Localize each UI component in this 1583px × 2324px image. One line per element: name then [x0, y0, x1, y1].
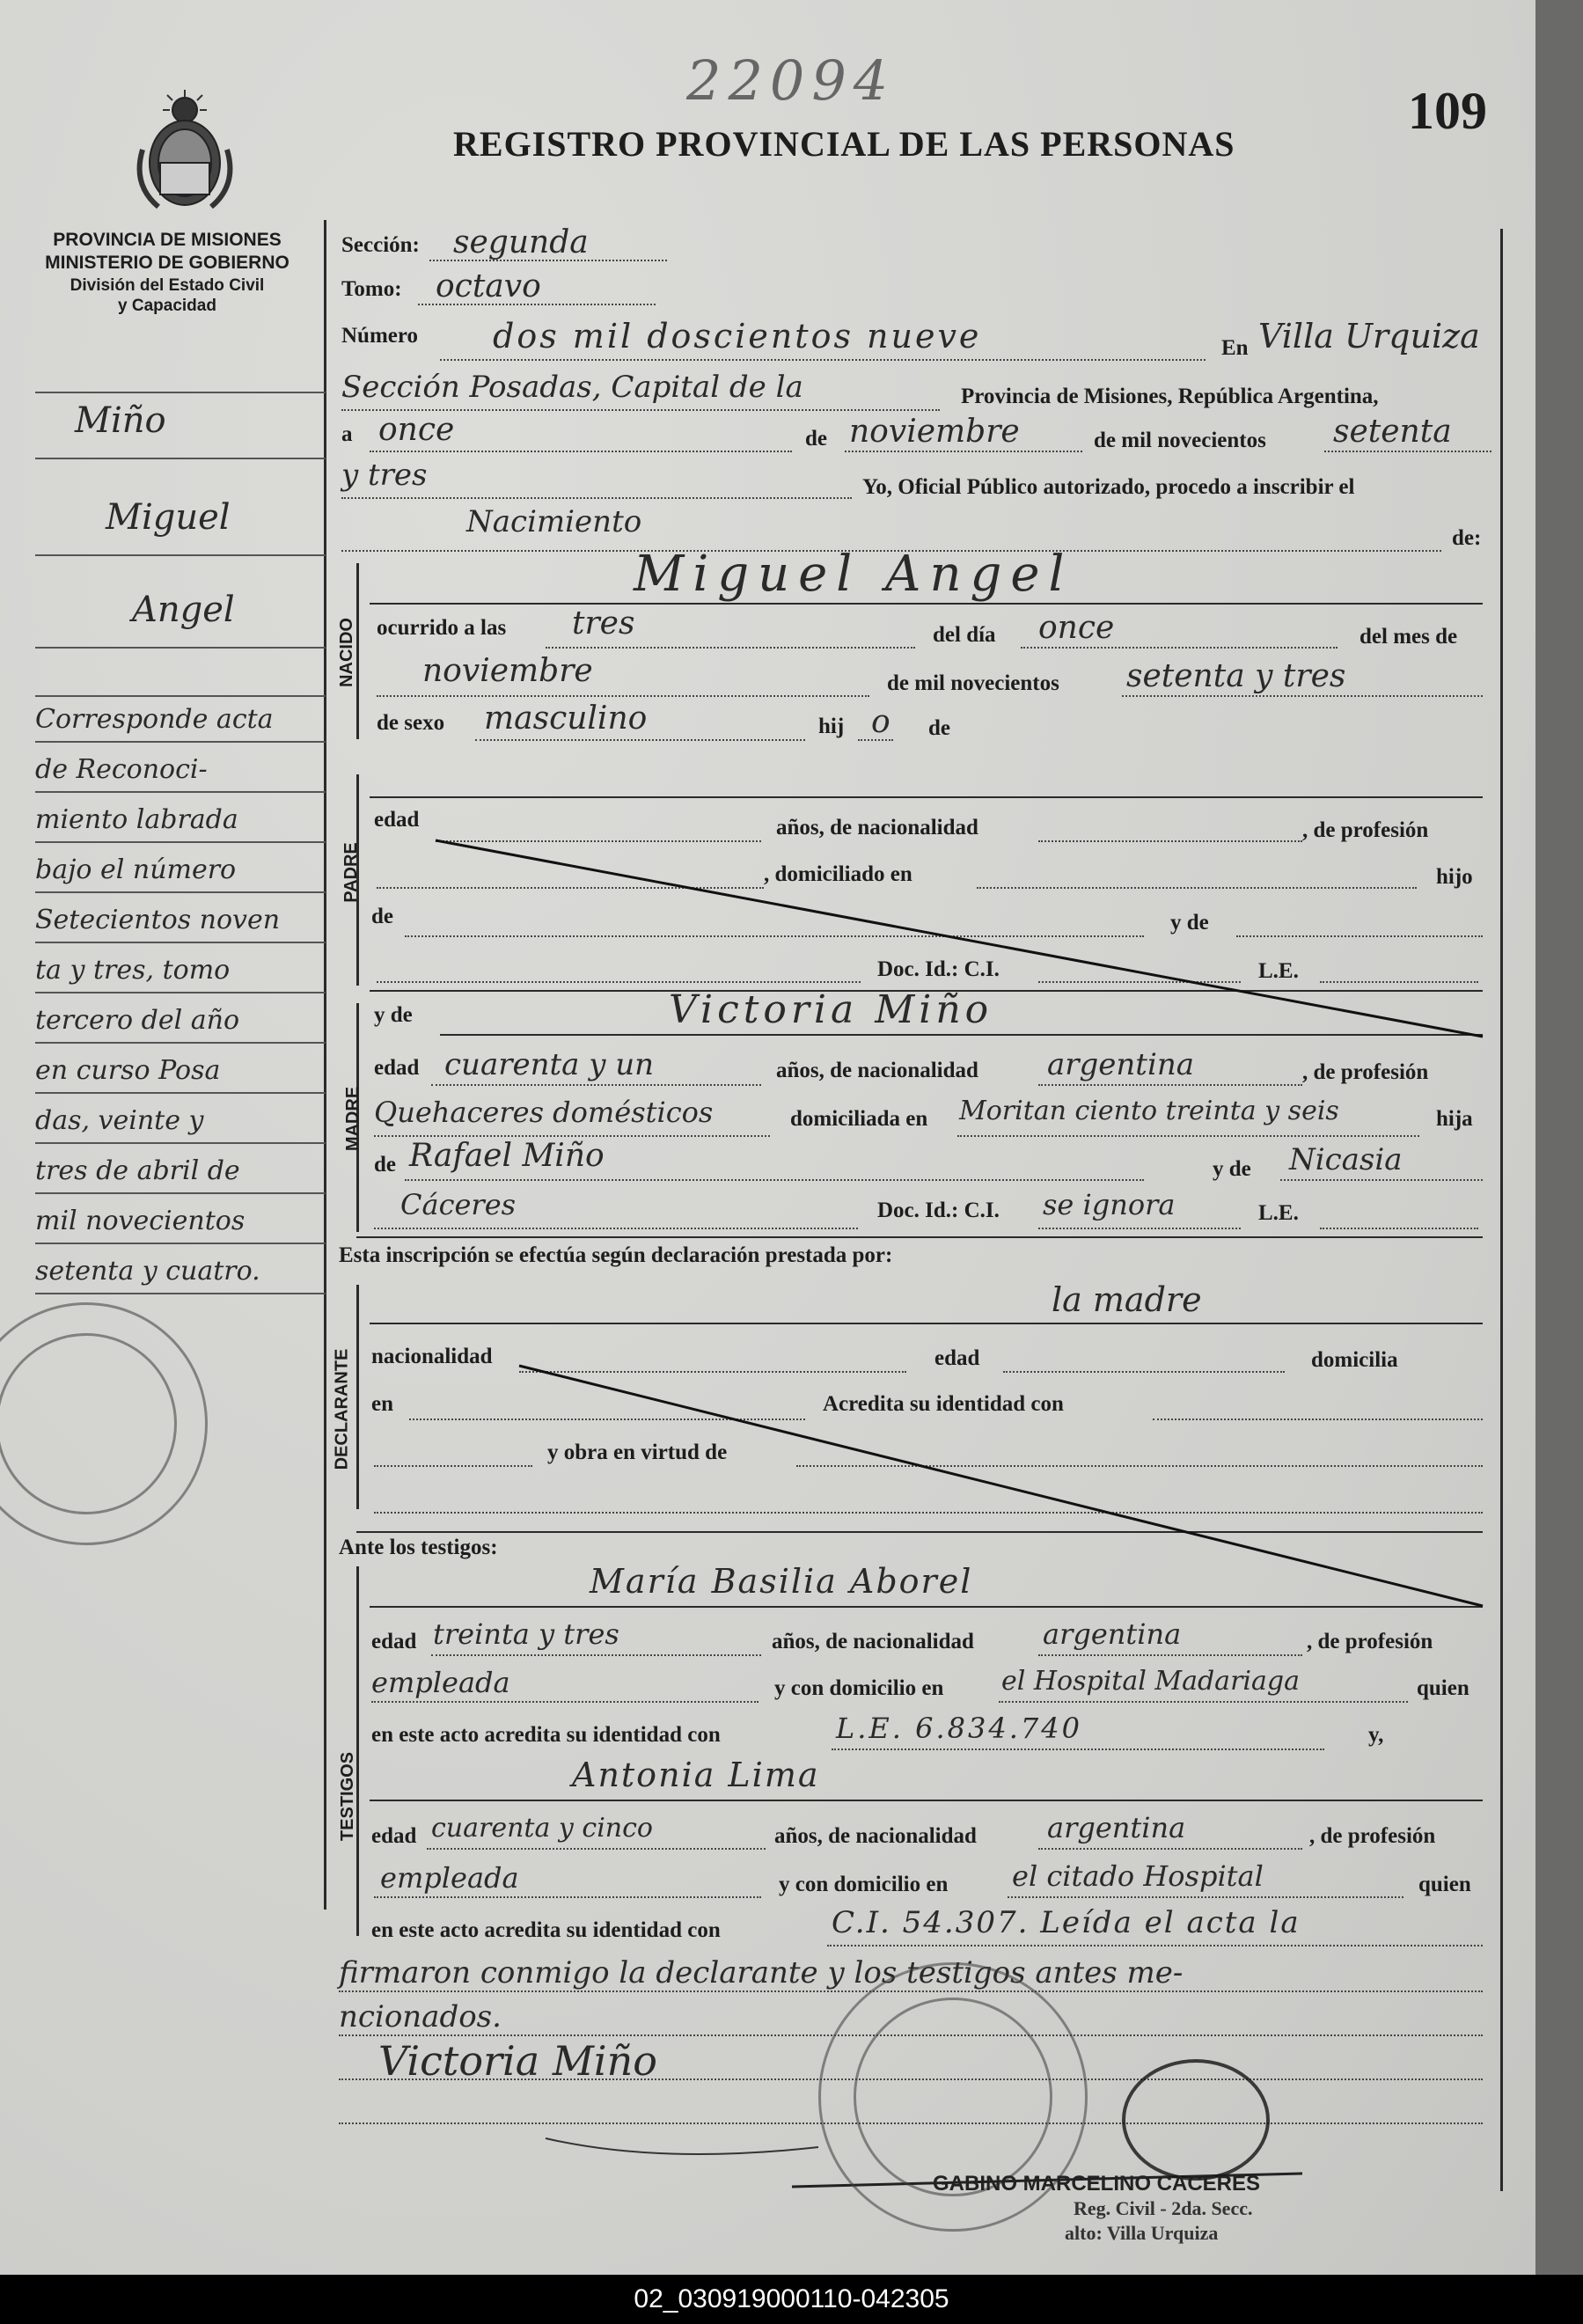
oficial-text: Yo, Oficial Público autorizado, procedo a inscribir el: [862, 475, 1355, 499]
signature-madre: Victoria Miño: [378, 2037, 657, 2085]
margin-note-rule: [35, 1042, 326, 1044]
madre-profesion-value: Quehaceres domésticos: [374, 1096, 714, 1129]
declarante-nacionalidad-label: nacionalidad: [371, 1345, 493, 1368]
testigo1-acredita-label: en este acto acredita su identidad con: [371, 1723, 721, 1747]
padre-anios-label: años, de nacionalidad: [776, 816, 978, 839]
declarante-label: DECLARANTE: [332, 1348, 352, 1470]
page-number: 109: [1408, 82, 1487, 140]
sexo-label: de sexo: [377, 711, 445, 735]
testigo1-name: María Basilia Aborel: [590, 1562, 973, 1601]
testigo1-doc: L.E. 6.834.740: [836, 1712, 1082, 1745]
division-name-2: y Capacidad: [118, 297, 216, 316]
anio-label: de mil novecientos: [887, 671, 1059, 695]
closing-line-2: ncionados.: [339, 1999, 502, 2034]
numero-label: Número: [341, 324, 419, 348]
testigo1-y: y,: [1368, 1723, 1384, 1747]
madre-de-label: de: [374, 1153, 396, 1177]
margin-note-line: de Reconoci-: [35, 754, 208, 785]
madre-padre-value: Rafael Miño: [409, 1138, 605, 1174]
declarante-obra-label: y obra en virtud de: [547, 1441, 728, 1464]
a-value: once: [378, 412, 455, 448]
margin-note-rule: [35, 992, 326, 993]
official-signature-loop: [1122, 2059, 1270, 2181]
mes-label: del mes de: [1359, 625, 1458, 649]
margin-note-line: mil novecientos: [35, 1206, 246, 1236]
padre-y-de-label: y de: [1170, 911, 1209, 935]
tomo-label: Tomo:: [341, 277, 402, 301]
padre-hijo-label: hijo: [1436, 865, 1473, 889]
madre-edad-label: edad: [374, 1056, 420, 1080]
madre-madre-value: Nicasia: [1289, 1142, 1403, 1177]
madre-label: MADRE: [343, 1086, 363, 1152]
madre-name: Victoria Miño: [669, 987, 993, 1032]
padre-doc-label: Doc. Id.: C.I.: [877, 957, 1000, 981]
margin-note-line: tercero del año: [35, 1005, 240, 1036]
testigo1-nac: argentina: [1043, 1617, 1182, 1651]
de-colon-label: de:: [1452, 526, 1482, 550]
provincia-text: Provincia de Misiones, República Argentina,: [961, 385, 1379, 408]
madre-domiciliada-label: domiciliada en: [790, 1107, 928, 1131]
declarante-edad-label: edad: [934, 1346, 980, 1370]
declarante-domicilia-label: domicilia: [1311, 1348, 1398, 1372]
division-name: División del Estado Civil: [70, 275, 265, 295]
margin-note-line: bajo el número: [35, 854, 237, 885]
seccion-value: segunda: [453, 224, 589, 260]
margin-rule-1: [35, 458, 326, 459]
dia-value: once: [1038, 610, 1115, 646]
testigo2-prof: empleada: [380, 1861, 519, 1895]
dia-label: del día: [933, 623, 996, 647]
closing-line-1: firmaron conmigo la declarante y los testigos antes me-: [339, 1955, 1184, 1990]
numero-value: dos mil doscientos nueve: [493, 317, 982, 356]
nacido-de-label: de: [928, 716, 950, 740]
a-label: a: [341, 422, 353, 446]
madre-hija-label: hija: [1436, 1107, 1473, 1131]
margin-note-rule: [35, 1192, 326, 1194]
testigo1-edad: treinta y tres: [433, 1617, 619, 1651]
margin-note-rule: [35, 1092, 326, 1094]
madre-y-de2-label: y de: [1213, 1157, 1251, 1181]
padre-domiciliado-label: , domiciliado en: [764, 862, 912, 886]
en-value: Villa Urquiza: [1258, 317, 1480, 356]
margin-surname: Miño: [75, 400, 166, 441]
madre-domicilio-value: Moritan ciento treinta y seis: [959, 1096, 1339, 1126]
madre-profesion-label: , de profesión: [1302, 1060, 1429, 1084]
margin-note-line: Setecientos noven: [35, 905, 281, 935]
year-label: de mil novecientos: [1094, 429, 1266, 452]
declarante-intro: Esta inscripción se efectúa según declaración prestada por:: [339, 1243, 893, 1267]
en-label: En: [1221, 336, 1249, 360]
testigo1-anios-label: años, de nacionalidad: [772, 1630, 974, 1653]
testigo2-edad: cuarenta y cinco: [431, 1813, 653, 1844]
madre-edad-value: cuarenta y un: [444, 1047, 655, 1082]
madre-anios-label: años, de nacionalidad: [776, 1059, 978, 1082]
registry-stamp-center-inner: [854, 1998, 1052, 2196]
madre-doc-label: Doc. Id.: C.I.: [877, 1199, 1000, 1222]
margin-note-rule: [35, 1293, 326, 1294]
padre-de-label: de: [371, 905, 393, 928]
margin-note-line: miento labrada: [35, 804, 238, 835]
declarante-acredita-label: Acredita su identidad con: [823, 1392, 1064, 1416]
margin-rule-4: [35, 695, 326, 697]
madre-madre-value-2: Cáceres: [400, 1188, 517, 1221]
document-title: REGISTRO PROVINCIAL DE LAS PERSONAS: [453, 124, 1235, 164]
image-caption: 02_030919000110-042305: [0, 2275, 1583, 2324]
testigo2-prof-label: , de profesión: [1309, 1824, 1436, 1848]
margin-name-1: Miguel: [106, 497, 231, 538]
province-name: PROVINCIA DE MISIONES: [53, 230, 282, 250]
testigo2-dom-label: y con domicilio en: [779, 1873, 949, 1896]
de-label: de: [805, 427, 827, 451]
margin-note-line: en curso Posa: [35, 1055, 221, 1086]
testigo1-dom: el Hospital Madariaga: [1001, 1666, 1300, 1697]
testigo1-quien: quien: [1417, 1676, 1469, 1700]
margin-rule-2: [35, 554, 326, 556]
margin-note-line: Corresponde acta: [35, 704, 274, 735]
page-edge: [1535, 0, 1583, 2275]
month-value: noviembre: [849, 414, 1020, 450]
testigo1-edad-label: edad: [371, 1630, 417, 1653]
margin-rule-0: [35, 392, 326, 393]
margin-note-rule: [35, 741, 326, 743]
testigos-ante: Ante los testigos:: [339, 1536, 498, 1559]
handwritten-register-number: 22094: [686, 48, 896, 113]
margin-note-rule: [35, 1243, 326, 1244]
place-value: Sección Posadas, Capital de la: [341, 370, 803, 405]
testigos-label: TESTIGOS: [338, 1751, 358, 1842]
madre-le-label: L.E.: [1258, 1201, 1299, 1225]
padre-edad-label: edad: [374, 808, 420, 832]
year-value-2: y tres: [341, 458, 428, 493]
official-role: Reg. Civil - 2da. Secc.: [1074, 2197, 1253, 2219]
testigo2-name: Antonia Lima: [572, 1756, 820, 1794]
margin-note-rule: [35, 791, 326, 793]
testigo1-prof: empleada: [371, 1666, 510, 1699]
acto-value: Nacimiento: [466, 504, 642, 539]
testigo2-edad-label: edad: [371, 1824, 417, 1848]
declarante-por-value: la madre: [1052, 1280, 1202, 1319]
madre-doc-value: se ignora: [1043, 1188, 1176, 1221]
tomo-value: octavo: [436, 268, 541, 304]
ocurrido-label: ocurrido a las: [377, 616, 507, 640]
sexo-value: masculino: [484, 700, 648, 737]
seccion-label: Sección:: [341, 233, 420, 257]
padre-profesion-label: , de profesión: [1302, 818, 1429, 842]
testigo2-doc: C.I. 54.307. Leída el acta la: [832, 1905, 1301, 1940]
madre-y-de-label: y de: [374, 1003, 413, 1027]
mes-value: noviembre: [422, 653, 593, 689]
margin-note-line: tres de abril de: [35, 1155, 240, 1186]
margin-note-line: das, veinte y: [35, 1105, 204, 1136]
padre-label: PADRE: [341, 842, 361, 903]
registry-stamp-left-inner: [0, 1333, 177, 1514]
testigo1-prof-label: , de profesión: [1307, 1630, 1433, 1653]
ministry-name: MINISTERIO DE GOBIERNO: [45, 253, 289, 274]
official-place: alto: Villa Urquiza: [1065, 2222, 1219, 2244]
testigo1-dom-label: y con domicilio en: [774, 1676, 944, 1700]
testigo2-quien: quien: [1418, 1873, 1471, 1896]
margin-note-rule: [35, 891, 326, 893]
margin-note-rule: [35, 841, 326, 843]
madre-nacionalidad-value: argentina: [1047, 1047, 1195, 1082]
testigo2-dom: el citado Hospital: [1012, 1859, 1264, 1893]
padre-le-label: L.E.: [1258, 959, 1299, 983]
year-value: setenta: [1333, 414, 1452, 450]
hij-label: hij: [818, 715, 845, 738]
testigo2-nac: argentina: [1047, 1811, 1186, 1844]
testigo2-anios-label: años, de nacionalidad: [774, 1824, 977, 1848]
nacido-label: NACIDO: [336, 618, 356, 687]
official-name: GABINO MARCELINO CACERES: [933, 2172, 1261, 2196]
testigo2-acredita-label: en este acto acredita su identidad con: [371, 1918, 721, 1942]
nacido-name: Miguel Angel: [634, 546, 1074, 603]
hij-value: o: [871, 704, 890, 740]
margin-note-rule: [35, 1142, 326, 1144]
hora-value: tres: [572, 605, 635, 641]
margin-name-2: Angel: [132, 590, 235, 630]
margin-note-rule: [35, 942, 326, 943]
margin-note-line: ta y tres, tomo: [35, 955, 231, 986]
margin-note-line: setenta y cuatro.: [35, 1256, 260, 1287]
anio-value: setenta y tres: [1126, 658, 1346, 694]
margin-rule-3: [35, 647, 326, 649]
declarante-en-label: en: [371, 1392, 393, 1416]
